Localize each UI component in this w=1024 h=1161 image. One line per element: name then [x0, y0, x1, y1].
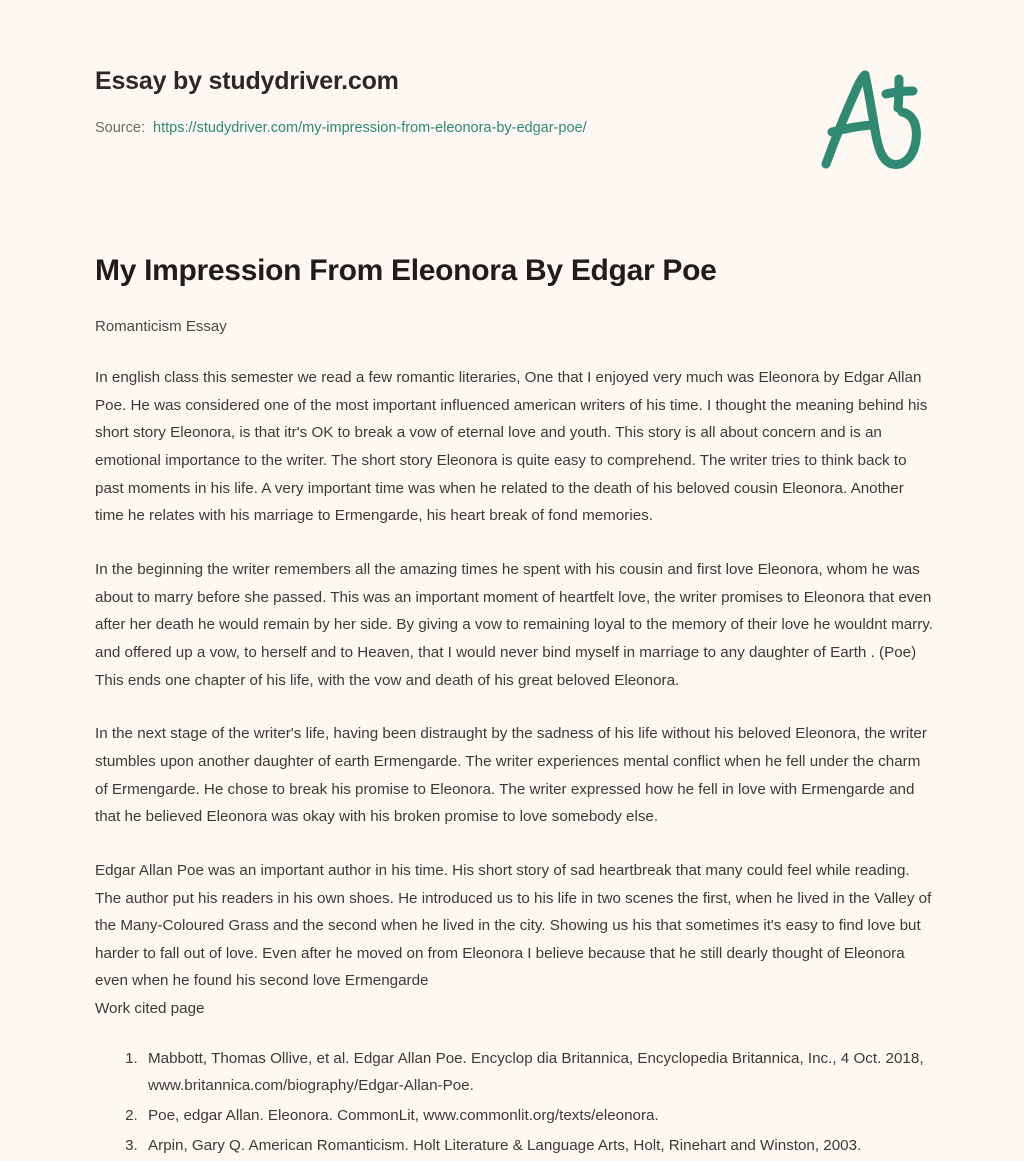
page-title: My Impression From Eleonora By Edgar Poe: [95, 254, 717, 287]
source-line: [95, 118, 795, 138]
source-url-link[interactable]: https://studydriver.com/my-impression-from-eleonora-by-edgar-poe/: [153, 120, 587, 136]
article-body: [95, 252, 935, 1161]
citation-list: [95, 1045, 935, 1160]
essay-category-label: Romanticism Essay: [95, 317, 227, 335]
paragraph: In the beginning the writer remembers all the amazing times he spent with his cousin and first love Eleonora, whom he was about to marry before she passed. This was an important moment of heartfelt love, the writer promises to Eleonora that even after her death he would remain by her side. By giving a vow to remaining loyal to the memory of their love he wouldnt marry. and offered up a vow, to herself and to Heaven, that I would never bind myself in marriage to any daughter of Earth . (Poe) This ends one chapter of his life, with the vow and death of his great beloved Eleonora.: [95, 560, 933, 689]
list-item: 1. Mabbott, Thomas Ollive, et al. Edgar Allan Poe. Encyclop dia Britannica, Encyclopedia Britannica, Inc., 4 Oct. 2018, www.britannica.com/biography/Edgar-Allan-Poe.: [142, 1045, 935, 1100]
list-item: 3. Arpin, Gary Q. American Romanticism. Holt Literature & Language Arts, Holt, Rinehart and Winston, 2003.: [142, 1132, 935, 1160]
paragraph: In the next stage of the writer's life, having been distraught by the sadness of his life without his beloved Eleonora, the writer stumbles upon another daughter of earth Ermengarde. The writer experiences mental conflict when he fell under the charm of Ermengarde. He chose to break his promise to Eleonora. The writer expressed how he fell in love with Ermengarde and that he believed Eleonora was okay with his broken promise to love somebody else.: [95, 725, 927, 826]
source-label: Source:: [95, 120, 145, 136]
studydriver-a-plus-logo-icon: [812, 68, 930, 170]
a-plus-logo-glyph: [812, 68, 930, 170]
brand-title: Essay by studydriver.com: [95, 67, 399, 95]
paragraph: Edgar Allan Poe was an important author in his time. His short story of sad heartbreak that many could feel while reading. The author put his readers in his own shoes. He introduced us to his life in two scenes the first, when he lived in the Valley of the Many-Coloured Grass and the second when he lived in the city. Showing us his that sometimes it's easy to find love but harder to fall out of love. Even after he moved on from Eleonora I believe because that he still dearly thought of Eleonora even when he found his second love Ermengarde: [95, 861, 932, 990]
essay-paragraphs: [95, 364, 935, 995]
page-header: [0, 0, 1024, 200]
list-item: 2. Poe, edgar Allan. Eleonora. CommonLit, www.commonlit.org/texts/eleonora.: [142, 1102, 935, 1130]
paragraph: In english class this semester we read a few romantic literaries, One that I enjoyed very much was Eleonora by Edgar Allan Poe. He was considered one of the most important influenced american writers of his time. I thought the meaning behind his short story Eleonora, is that itr's OK to break a vow of eternal love and youth. This story is all about concern and is an emotional importance to the writer. The short story Eleonora is quite easy to comprehend. The writer tries to think back to past moments in his life. A very important time was when he related to the death of his beloved cousin Eleonora. Another time he relates with his marriage to Ermengarde, his heart break of fond memories.: [95, 369, 928, 525]
works-cited-heading: Work cited page: [95, 1000, 205, 1018]
brand-block: [95, 66, 795, 138]
